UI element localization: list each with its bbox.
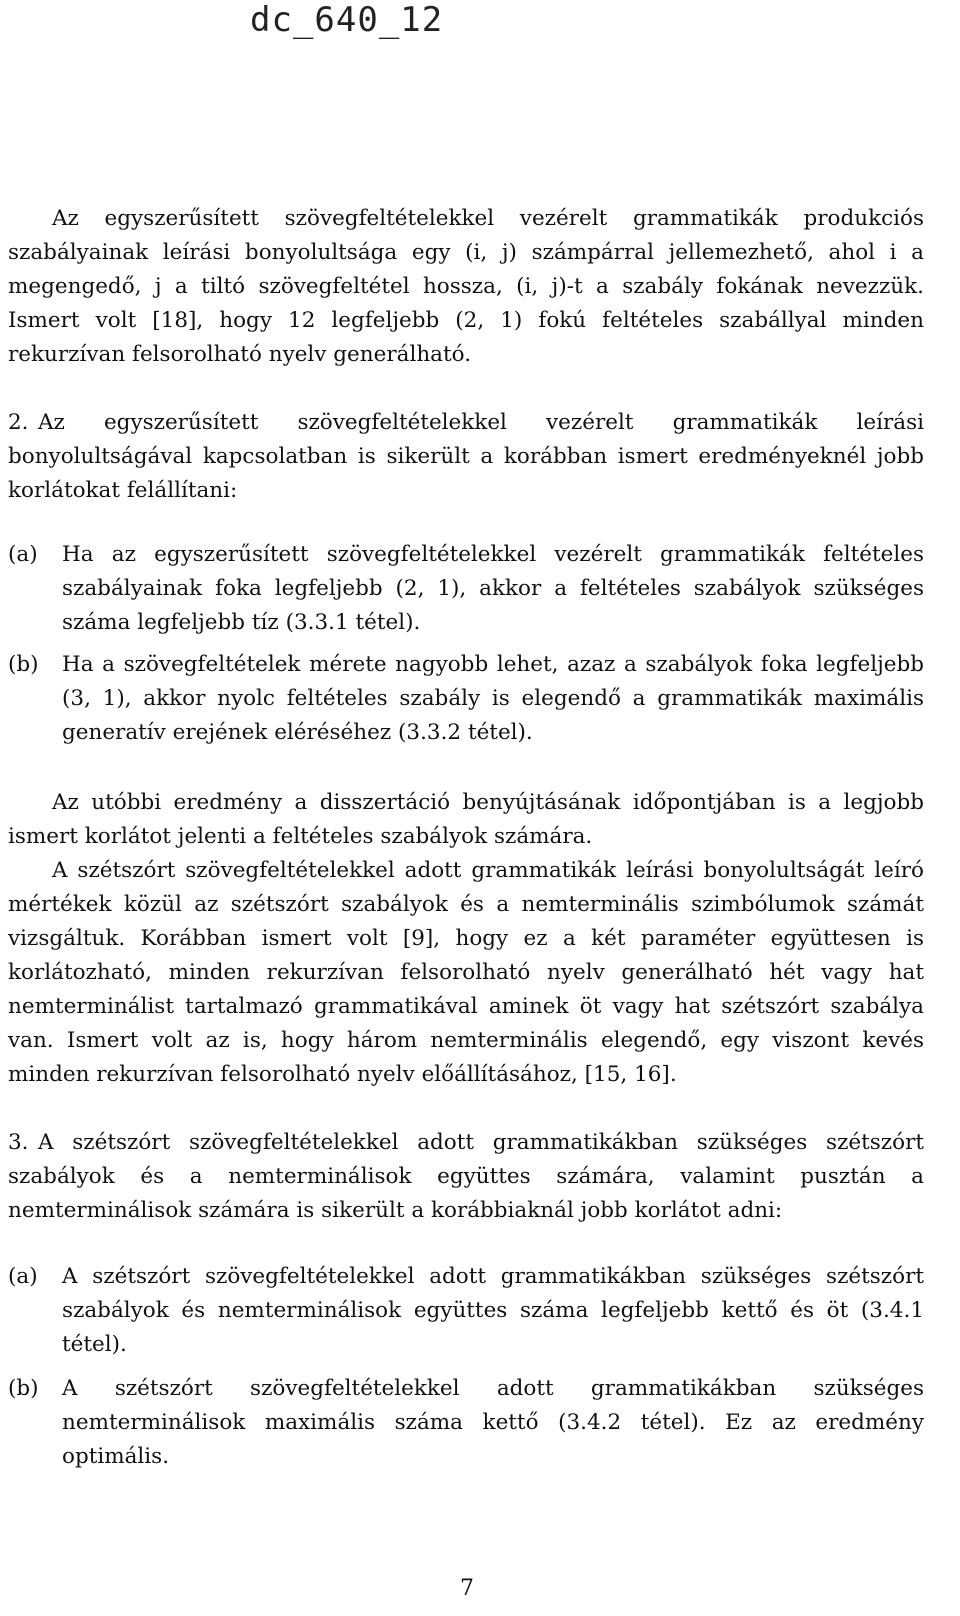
document-id-header: dc_640_12 [250, 0, 444, 40]
page-number: 7 [460, 1576, 474, 1601]
result-item-2a [8, 538, 924, 640]
subitem-label: (a) [8, 542, 38, 567]
subitem-label: (b) [8, 1376, 39, 1401]
result-item-3a [8, 1260, 924, 1362]
subitem-label: (b) [8, 652, 39, 677]
subitem-text: A szétszórt szövegfeltételekkel adott grammatikákban szükséges szétszórt szabályok és nemterminálisok együttes száma legfeljebb kettő és öt (3.4.1 tétel). [62, 1264, 924, 1357]
item-text: Az egyszerűsített szövegfeltételekkel vezérelt grammatikák leírási bonyolultságával kapcsolatban is sikerült a korábban ismert eredményeknél jobb korlátokat felállítani: [8, 410, 924, 503]
intro-paragraph [8, 202, 924, 372]
item-number: 3. [8, 1130, 29, 1155]
paragraph-best-bound: Az utóbbi eredmény a disszertáció benyújtásának időpontjában is a legjobb ismert korlátot jelenti a feltételes szabályok számára. [8, 790, 924, 849]
item-text: A szétszórt szövegfeltételekkel adott grammatikákban szükséges szétszórt szabályok és a nemterminálisok együttes számára, valamint pusztán a nemterminálisok számára is sikerült a korábbiaknál jobb korlátot adni: [8, 1130, 924, 1223]
middle-paragraphs [8, 786, 924, 1092]
result-item-3 [8, 1126, 924, 1228]
subitem-text: Ha a szövegfeltételek mérete nagyobb lehet, azaz a szabályok foka legfeljebb (3, 1), akkor nyolc feltételes szabály is elegendő a grammatikák maximális generatív erejének eléréséhez (3.3.2 tétel). [62, 652, 924, 745]
item-number: 2. [8, 410, 29, 435]
subitem-label: (a) [8, 1264, 38, 1289]
subitem-text: A szétszórt szövegfeltételekkel adott grammatikákban szükséges nemterminálisok maximális száma kettő (3.4.2 tétel). Ez az eredmény optimális. [62, 1376, 924, 1469]
result-item-2b [8, 648, 924, 750]
subitem-text: Ha az egyszerűsített szövegfeltételekkel vezérelt grammatikák feltételes szabályainak foka legfeljebb (2, 1), akkor a feltételes szabályok szükséges száma legfeljebb tíz (3.3.1 tétel). [62, 542, 924, 635]
intro-text: Az egyszerűsített szövegfeltételekkel vezérelt grammatikák produkciós szabályainak leírási bonyolultsága egy (i, j) számpárral jellemezhető, ahol i a megengedő, j a tiltó szövegfeltétel hossza, (i, j)-t a szabály fokának nevezzük. Ismert volt [18], hogy 12 legfeljebb (2, 1) fokú feltételes szabállyal minden rekurzívan felsorolható nyelv generálható. [8, 206, 924, 367]
paragraph-scattered-context: A szétszórt szövegfeltételekkel adott grammatikák leírási bonyolultságát leíró mértékek közül az szétszórt szabályok és a nemterminális szimbólumok számát vizsgáltuk. Korábban ismert volt [9], hogy ez a két paraméter együttesen is korlátozható, minden rekurzívan felsorolható nyelv generálható hét vagy hat nemterminálist tartalmazó grammatikával aminek öt vagy hat szétszórt szabálya van. Ismert volt az is, hogy három nemterminális elegendő, egy viszont kevés minden rekurzívan felsorolható nyelv előállításához, [15, 16]. [8, 858, 924, 1087]
result-item-3b [8, 1372, 924, 1474]
result-item-2 [8, 406, 924, 508]
